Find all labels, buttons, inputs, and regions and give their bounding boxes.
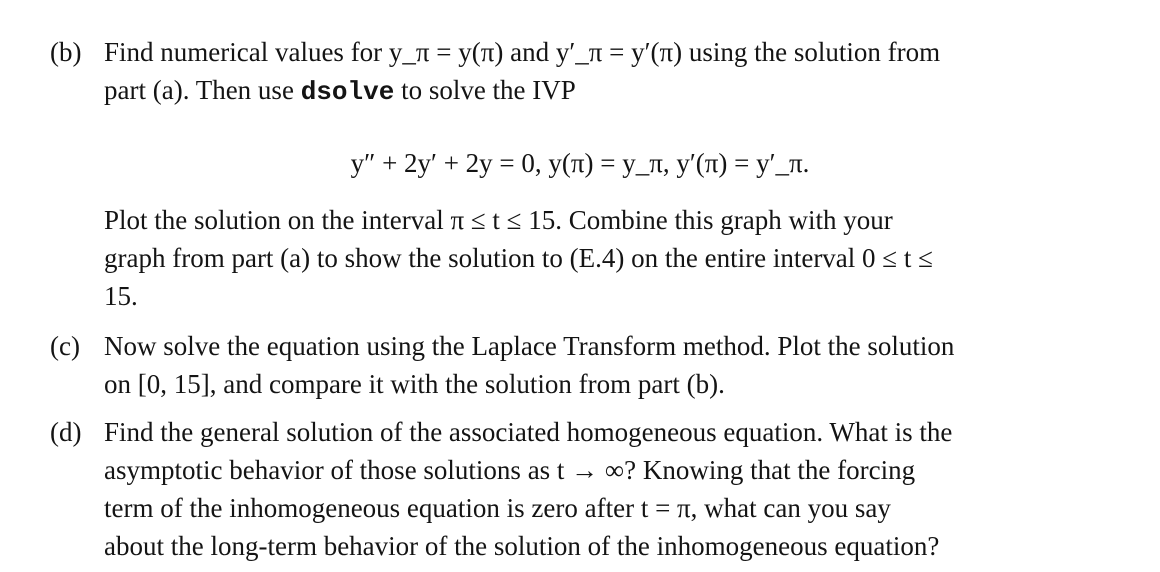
ivp-equation: y″ + 2y′ + 2y = 0, y(π) = y_π, y′(π) = y′_π. [350,148,810,178]
part-c-label: (c) [50,331,80,361]
part-c-line-1: Now solve the equation using the Laplace Transform method. Plot the solution [104,331,955,361]
part-b-label: (b) [50,37,82,67]
part-b-line-2 [104,71,576,111]
part-d-line-4: about the long-term behavior of the solution of the inhomogeneous equation? [104,531,940,561]
part-b-line-5: 15. [104,281,138,311]
part-b-line-2-text-b: to solve the IVP [394,75,576,105]
part-b-line-2-text-a: part (a). Then use [104,75,301,105]
part-d-label: (d) [50,417,82,447]
part-b-line-4: graph from part (a) to show the solution to (E.4) on the entire interval 0 ≤ t ≤ [104,243,933,273]
part-b-line-1: Find numerical values for y_π = y(π) and y′_π = y′(π) using the solution from [104,37,941,67]
part-d-line-2: asymptotic behavior of those solutions as t → ∞? Knowing that the forcing [104,455,916,485]
part-d-line-1: Find the general solution of the associated homogeneous equation. What is the [104,417,953,447]
dsolve-command: dsolve [300,77,395,107]
part-d-line-3: term of the inhomogeneous equation is zero after t = π, what can you say [104,493,891,523]
part-b-line-3: Plot the solution on the interval π ≤ t ≤ 15. Combine this graph with your [104,205,893,235]
part-c-line-2: on [0, 15], and compare it with the solution from part (b). [104,369,725,399]
